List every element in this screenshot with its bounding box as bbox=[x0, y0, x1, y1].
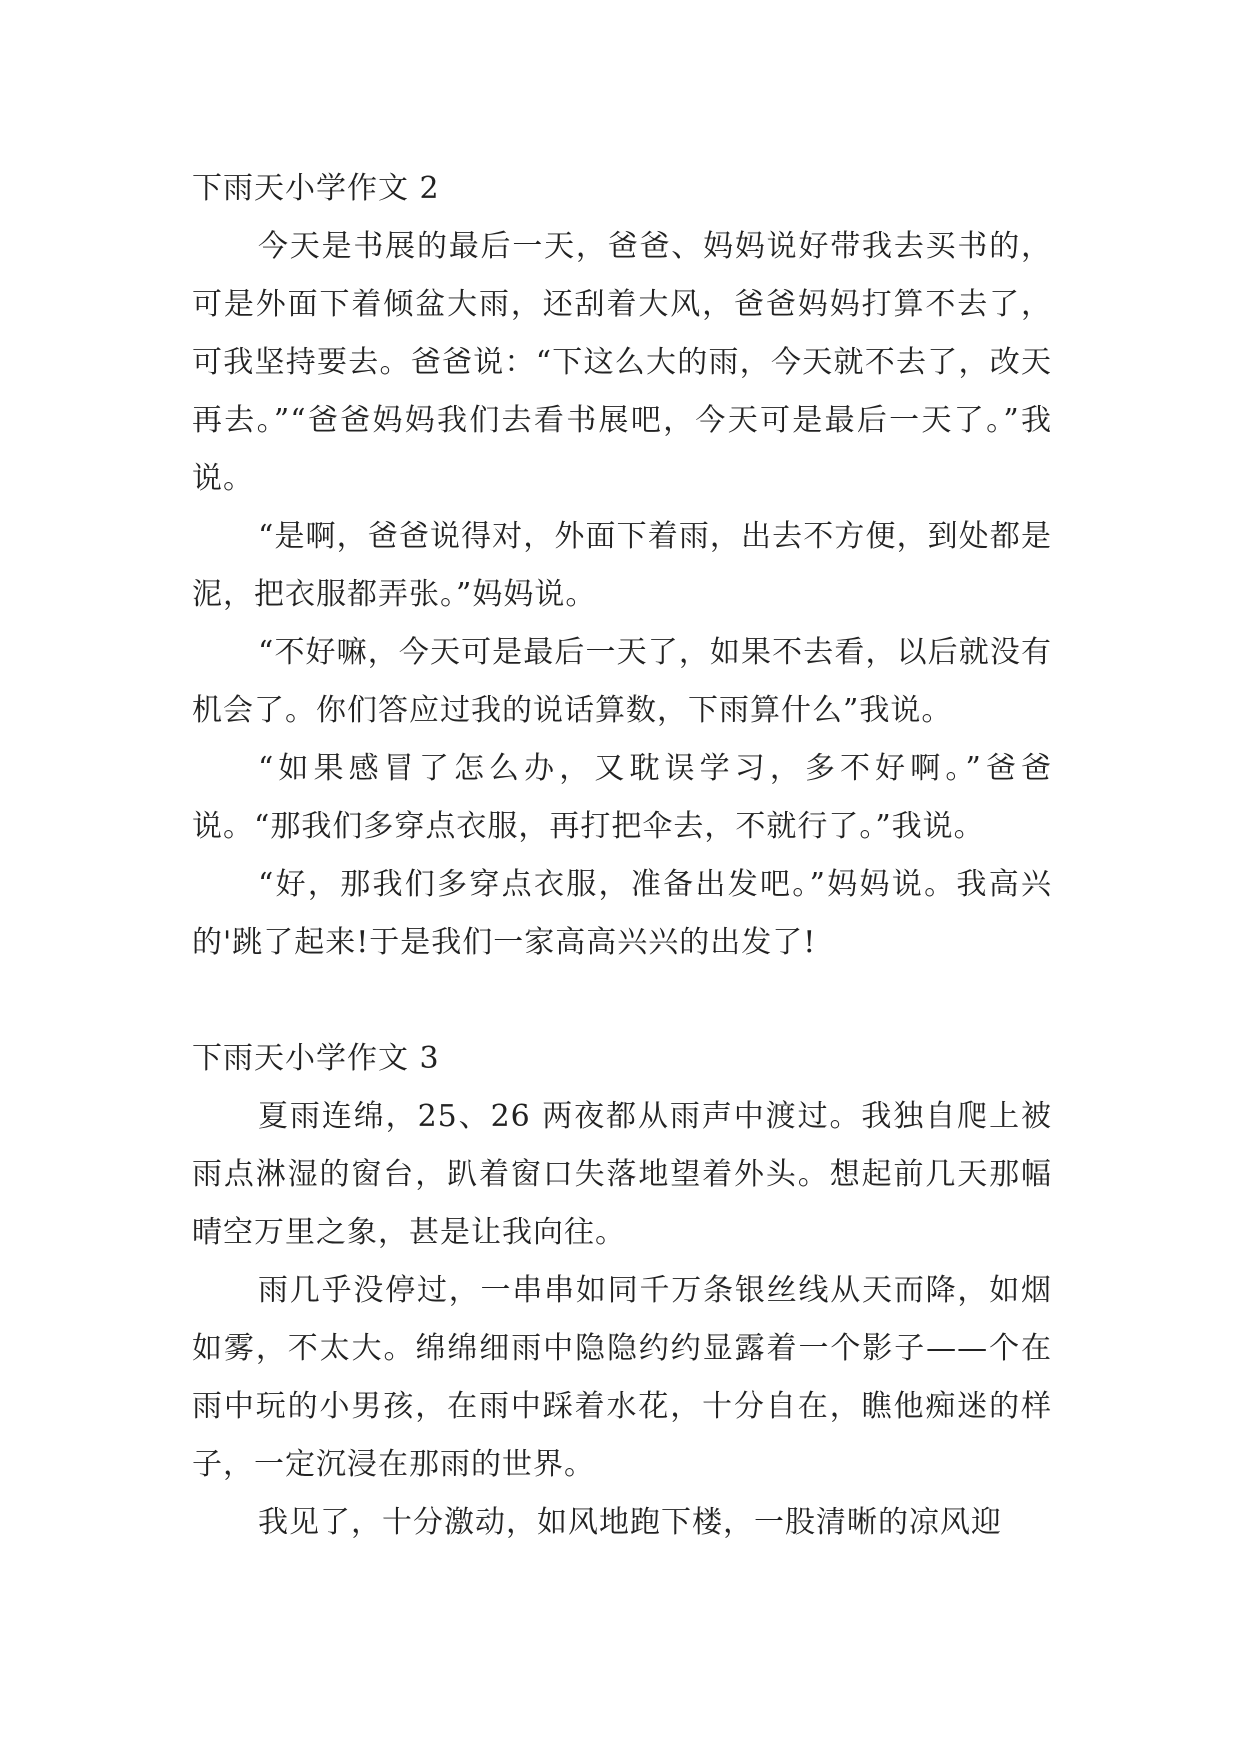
paragraph: “好，那我们多穿点衣服，准备出发吧。”妈妈说。我高兴的'跳了起来!于是我们一家高高兴兴的出发了! bbox=[192, 867, 1052, 960]
essay-section-2 bbox=[192, 160, 1052, 972]
paragraph: 今天是书展的最后一天，爸爸、妈妈说好带我去买书的，可是外面下着倾盆大雨，还刮着大风，爸爸妈妈打算不去了，可我坚持要去。爸爸说：“下这么大的雨，今天就不去了，改天再去。”“爸爸妈妈我们去看书展吧，今天可是最后一天了。”我说。 bbox=[192, 229, 1052, 496]
paragraph: “是啊，爸爸说得对，外面下着雨，出去不方便，到处都是泥，把衣服都弄张。”妈妈说。 bbox=[192, 519, 1052, 612]
document-page bbox=[192, 160, 1052, 1552]
paragraph: 夏雨连绵，25、26 两夜都从雨声中渡过。我独自爬上被雨点淋湿的窗台，趴着窗口失落地望着外头。想起前几天那幅晴空万里之象，甚是让我向往。 bbox=[192, 1099, 1052, 1250]
section-title: 下雨天小学作文 3 bbox=[192, 1041, 440, 1076]
section-title: 下雨天小学作文 2 bbox=[192, 171, 440, 206]
paragraph: 我见了，十分激动，如风地跑下楼，一股清晰的凉风迎 bbox=[258, 1505, 1002, 1540]
paragraph: “不好嘛，今天可是最后一天了，如果不去看，以后就没有机会了。你们答应过我的说话算数，下雨算什么”我说。 bbox=[192, 635, 1052, 728]
essay-section-3 bbox=[192, 1030, 1052, 1552]
section-spacer bbox=[192, 972, 1052, 1030]
paragraph: 雨几乎没停过，一串串如同千万条银丝线从天而降，如烟如雾，不太大。绵绵细雨中隐隐约约显露着一个影子——个在雨中玩的小男孩，在雨中踩着水花，十分自在，瞧他痴迷的样子，一定沉浸在那雨的世界。 bbox=[192, 1273, 1052, 1482]
paragraph: “如果感冒了怎么办，又耽误学习，多不好啊。”爸爸说。“那我们多穿点衣服，再打把伞去，不就行了。”我说。 bbox=[192, 751, 1052, 844]
